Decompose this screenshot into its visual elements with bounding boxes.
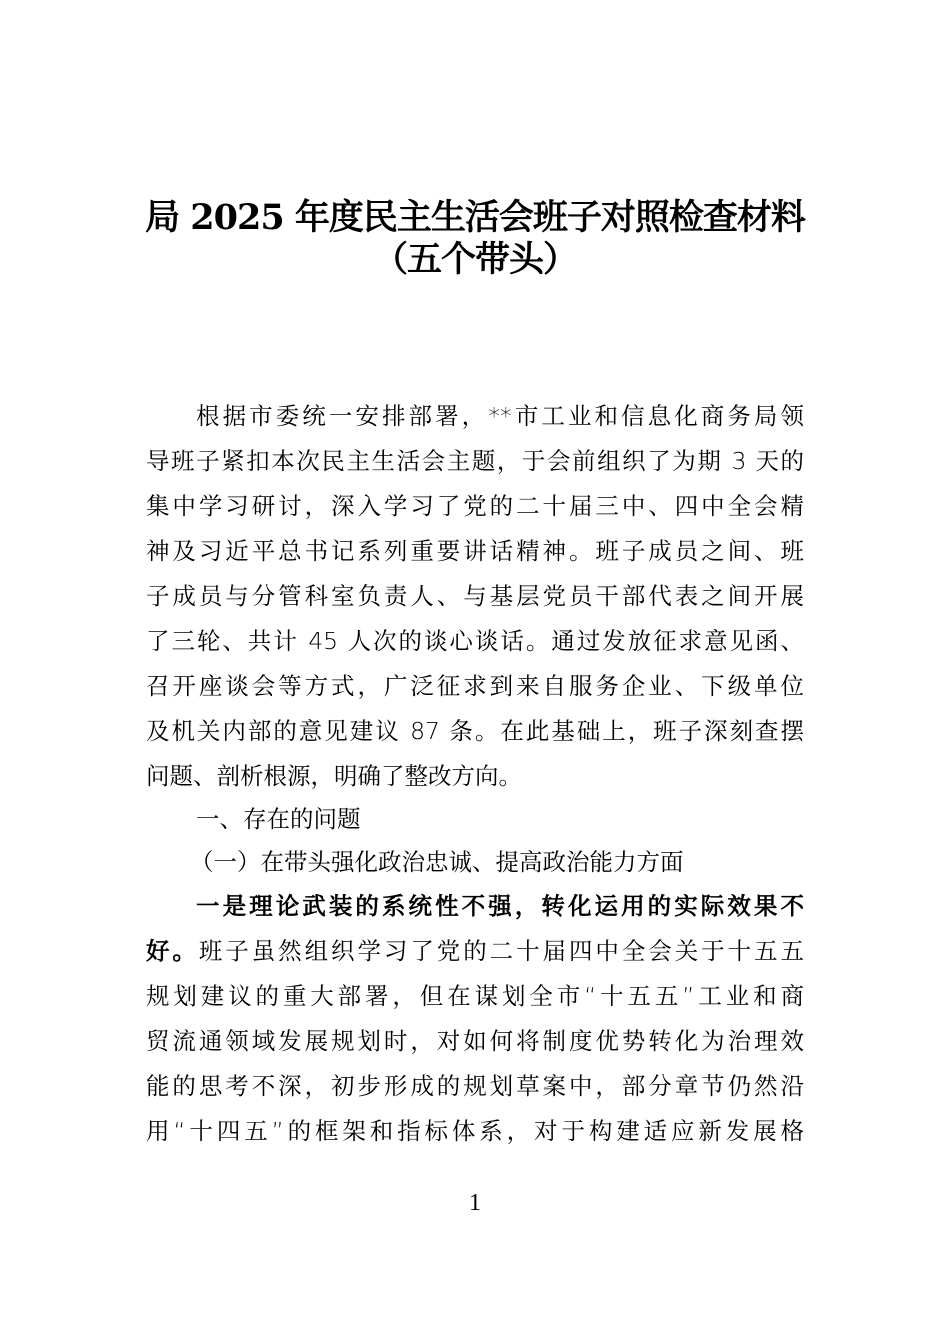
point-paragraph-text: 班子虽然组织学习了党的二十届四中全会关于十五五: [198, 937, 804, 965]
intro-paragraph-line: 集中学习研讨，深入学习了党的二十届三中、四中全会精: [146, 492, 804, 520]
point-paragraph-line: 能的思考不深，初步形成的规划草案中，部分章节仍然沿: [146, 1072, 804, 1100]
point-paragraph-line: 贸流通领域发展规划时，对如何将制度优势转化为治理效: [146, 1027, 804, 1055]
point-heading-bold-tail: 好。: [146, 937, 199, 965]
page-number: 1: [469, 1190, 481, 1216]
point-paragraph-line: 规划建议的重大部署，但在谋划全市“十五五”工业和商: [146, 982, 804, 1010]
document-title: 局 2025 年度民主生活会班子对照检查材料: [145, 197, 805, 238]
intro-paragraph-line: 根据市委统一安排部署，**市工业和信息化商务局领: [196, 402, 804, 430]
point-paragraph-line: 用“十四五”的框架和指标体系，对于构建适应新发展格: [146, 1117, 804, 1145]
intro-paragraph-line: 神及习近平总书记系列重要讲话精神。班子成员之间、班: [146, 537, 804, 565]
intro-paragraph-line: 召开座谈会等方式，广泛征求到来自服务企业、下级单位: [146, 672, 804, 700]
intro-paragraph-line: 问题、剖析根源，明确了整改方向。: [146, 762, 522, 790]
intro-paragraph-line: 及机关内部的意见建议 87 条。在此基础上，班子深刻查摆: [146, 717, 804, 745]
intro-paragraph-line: 了三轮、共计 45 人次的谈心谈话。通过发放征求意见函、: [146, 627, 804, 655]
intro-paragraph-line: 导班子紧扣本次民主生活会主题，于会前组织了为期 3 天的: [146, 447, 804, 475]
intro-paragraph-line: 子成员与分管科室负责人、与基层党员干部代表之间开展: [146, 582, 804, 610]
document-subtitle: （五个带头）: [372, 239, 577, 280]
point-paragraph-line: [146, 929, 804, 973]
subsection-heading: （一）在带头强化政治忠诚、提高政治能力方面: [190, 848, 684, 876]
point-heading-bold: 一是理论武装的系统性不强，转化运用的实际效果不: [196, 892, 804, 920]
section-heading: 一、存在的问题: [196, 805, 361, 833]
